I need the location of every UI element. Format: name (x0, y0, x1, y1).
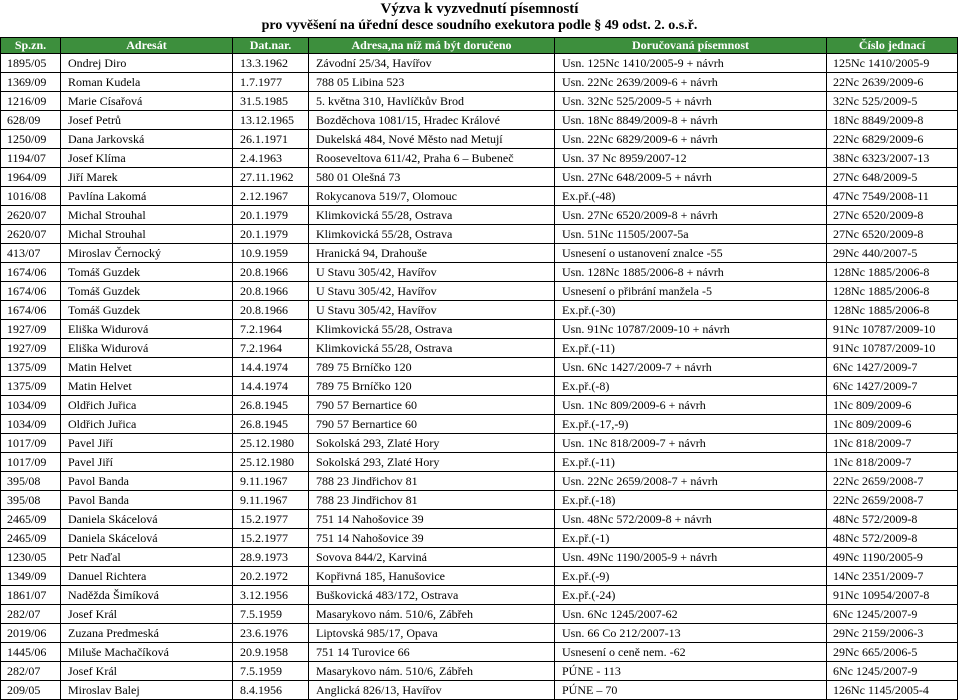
reference-number-cell: 91Nc 10787/2009-10 (827, 320, 958, 339)
reference-number-cell: 128Nc 1885/2006-8 (827, 263, 958, 282)
addressee-cell: Pavlína Lakomá (61, 187, 233, 206)
address-cell: 788 23 Jindřichov 81 (309, 472, 555, 491)
address-cell: Klimkovická 55/28, Ostrava (309, 206, 555, 225)
document-cell: Ex.př.(-24) (555, 586, 827, 605)
reference-number-cell: 128Nc 1885/2006-8 (827, 301, 958, 320)
table-row (1, 187, 958, 206)
document-cell: Usn. 51Nc 11505/2007-5a (555, 225, 827, 244)
case-number-cell: 2620/07 (1, 206, 61, 225)
addressee-cell: Josef Klíma (61, 149, 233, 168)
addressee-cell: Danuel Richtera (61, 567, 233, 586)
reference-number-cell: 22Nc 2659/2008-7 (827, 491, 958, 510)
addressee-cell: Eliška Widurová (61, 320, 233, 339)
table-row (1, 149, 958, 168)
document-cell: Ex.př.(-30) (555, 301, 827, 320)
address-cell: Masarykovo nám. 510/6, Zábřeh (309, 662, 555, 681)
document-cell: Usnesení o přibrání manžela -5 (555, 282, 827, 301)
reference-number-cell: 126Nc 1145/2005-4 (827, 681, 958, 700)
case-number-cell: 1230/05 (1, 548, 61, 567)
address-cell: 788 05 Libina 523 (309, 73, 555, 92)
column-header: Adresa,na níž má být doručeno (309, 38, 555, 54)
address-cell: 790 57 Bernartice 60 (309, 415, 555, 434)
document-cell: Usn. 48Nc 572/2009-8 + návrh (555, 510, 827, 529)
reference-number-cell: 1Nc 818/2009-7 (827, 434, 958, 453)
case-number-cell: 1250/09 (1, 130, 61, 149)
addressee-cell: Miluše Machačíková (61, 643, 233, 662)
document-cell: Usn. 22Nc 2659/2008-7 + návrh (555, 472, 827, 491)
address-cell: Dukelská 484, Nové Město nad Metují (309, 130, 555, 149)
document-cell: Usn. 32Nc 525/2009-5 + návrh (555, 92, 827, 111)
reference-number-cell: 6Nc 1245/2007-9 (827, 605, 958, 624)
birth-date-cell: 25.12.1980 (233, 453, 309, 472)
address-cell: Klimkovická 55/28, Ostrava (309, 320, 555, 339)
birth-date-cell: 14.4.1974 (233, 377, 309, 396)
reference-number-cell: 38Nc 6323/2007-13 (827, 149, 958, 168)
table-row (1, 415, 958, 434)
birth-date-cell: 14.4.1974 (233, 358, 309, 377)
addressee-cell: Tomáš Guzdek (61, 301, 233, 320)
case-number-cell: 282/07 (1, 662, 61, 681)
addressee-cell: Eliška Widurová (61, 339, 233, 358)
addressee-cell: Ondrej Diro (61, 54, 233, 73)
table-row (1, 244, 958, 263)
table-row (1, 548, 958, 567)
birth-date-cell: 3.12.1956 (233, 586, 309, 605)
document-cell: Usn. 91Nc 10787/2009-10 + návrh (555, 320, 827, 339)
address-cell: Klimkovická 55/28, Ostrava (309, 339, 555, 358)
birth-date-cell: 20.8.1966 (233, 263, 309, 282)
birth-date-cell: 13.3.1962 (233, 54, 309, 73)
column-header: Doručovaná písemnost (555, 38, 827, 54)
reference-number-cell: 48Nc 572/2009-8 (827, 529, 958, 548)
birth-date-cell: 28.9.1973 (233, 548, 309, 567)
addressee-cell: Matin Helvet (61, 358, 233, 377)
case-number-cell: 1369/09 (1, 73, 61, 92)
reference-number-cell: 14Nc 2351/2009-7 (827, 567, 958, 586)
birth-date-cell: 8.4.1956 (233, 681, 309, 700)
table-row (1, 320, 958, 339)
table-row (1, 605, 958, 624)
addressee-cell: Roman Kudela (61, 73, 233, 92)
reference-number-cell: 29Nc 665/2006-5 (827, 643, 958, 662)
document-cell: Usn. 125Nc 1410/2005-9 + návrh (555, 54, 827, 73)
reference-number-cell: 125Nc 1410/2005-9 (827, 54, 958, 73)
address-cell: Sokolská 293, Zlaté Hory (309, 453, 555, 472)
address-cell: Hranická 94, Drahouše (309, 244, 555, 263)
address-cell: Bozděchova 1081/15, Hradec Králové (309, 111, 555, 130)
addressee-cell: Jiří Marek (61, 168, 233, 187)
table-row (1, 111, 958, 130)
addressee-cell: Michal Strouhal (61, 225, 233, 244)
birth-date-cell: 1.7.1977 (233, 73, 309, 92)
table-row (1, 377, 958, 396)
document-cell: PÚNE – 70 (555, 681, 827, 700)
document-cell: Usn. 1Nc 818/2009-7 + návrh (555, 434, 827, 453)
address-cell: U Stavu 305/42, Havířov (309, 282, 555, 301)
reference-number-cell: 27Nc 6520/2009-8 (827, 206, 958, 225)
address-cell: 788 23 Jindřichov 81 (309, 491, 555, 510)
addressee-cell: Josef Král (61, 605, 233, 624)
case-number-cell: 1445/06 (1, 643, 61, 662)
birth-date-cell: 20.1.1979 (233, 206, 309, 225)
table-row (1, 282, 958, 301)
table-row (1, 263, 958, 282)
reference-number-cell: 22Nc 6829/2009-6 (827, 130, 958, 149)
reference-number-cell: 91Nc 10954/2007-8 (827, 586, 958, 605)
addressee-cell: Josef Petrů (61, 111, 233, 130)
table-row (1, 491, 958, 510)
address-cell: Anglická 826/13, Havířov (309, 681, 555, 700)
case-number-cell: 1375/09 (1, 358, 61, 377)
address-cell: Buškovická 483/172, Ostrava (309, 586, 555, 605)
reference-number-cell: 22Nc 2639/2009-6 (827, 73, 958, 92)
documents-table (0, 37, 958, 700)
addressee-cell: Oldřich Juřica (61, 415, 233, 434)
case-number-cell: 282/07 (1, 605, 61, 624)
reference-number-cell: 29Nc 2159/2006-3 (827, 624, 958, 643)
document-cell: Usn. 22Nc 2639/2009-6 + návrh (555, 73, 827, 92)
document-cell: Ex.př.(-11) (555, 339, 827, 358)
reference-number-cell: 6Nc 1245/2007-9 (827, 662, 958, 681)
case-number-cell: 1034/09 (1, 415, 61, 434)
column-header: Dat.nar. (233, 38, 309, 54)
table-row (1, 54, 958, 73)
address-cell: 580 01 Olešná 73 (309, 168, 555, 187)
table-row (1, 681, 958, 700)
case-number-cell: 1674/06 (1, 301, 61, 320)
addressee-cell: Daniela Skácelová (61, 510, 233, 529)
address-cell: U Stavu 305/42, Havířov (309, 263, 555, 282)
birth-date-cell: 20.9.1958 (233, 643, 309, 662)
document-cell: Usn. 18Nc 8849/2009-8 + návrh (555, 111, 827, 130)
reference-number-cell: 1Nc 809/2009-6 (827, 396, 958, 415)
address-cell: 789 75 Brníčko 120 (309, 377, 555, 396)
addressee-cell: Naděžda Šimíková (61, 586, 233, 605)
table-row (1, 434, 958, 453)
case-number-cell: 1017/09 (1, 434, 61, 453)
table-header-row (1, 38, 958, 54)
case-number-cell: 395/08 (1, 472, 61, 491)
case-number-cell: 1895/05 (1, 54, 61, 73)
addressee-cell: Dana Jarkovská (61, 130, 233, 149)
document-cell: Usn. 66 Co 212/2007-13 (555, 624, 827, 643)
reference-number-cell: 6Nc 1427/2009-7 (827, 377, 958, 396)
table-row (1, 206, 958, 225)
address-cell: Klimkovická 55/28, Ostrava (309, 225, 555, 244)
document-cell: Usn. 6Nc 1427/2009-7 + návrh (555, 358, 827, 377)
page-subtitle: pro vyvěšení na úřední desce soudního exekutora podle § 49 odst. 2. o.s.ř. (261, 18, 698, 33)
case-number-cell: 1674/06 (1, 263, 61, 282)
addressee-cell: Josef Král (61, 662, 233, 681)
document-cell: Ex.př.(-9) (555, 567, 827, 586)
address-cell: Sovova 844/2, Karviná (309, 548, 555, 567)
address-cell: Kopřivná 185, Hanušovice (309, 567, 555, 586)
addressee-cell: Tomáš Guzdek (61, 282, 233, 301)
address-cell: Závodní 25/34, Havířov (309, 54, 555, 73)
reference-number-cell: 48Nc 572/2009-8 (827, 510, 958, 529)
document-cell: Ex.př.(-48) (555, 187, 827, 206)
case-number-cell: 1927/09 (1, 320, 61, 339)
document-cell: Usn. 128Nc 1885/2006-8 + návrh (555, 263, 827, 282)
case-number-cell: 209/05 (1, 681, 61, 700)
birth-date-cell: 26.8.1945 (233, 415, 309, 434)
case-number-cell: 2019/06 (1, 624, 61, 643)
table-row (1, 130, 958, 149)
column-header: Adresát (61, 38, 233, 54)
birth-date-cell: 9.11.1967 (233, 491, 309, 510)
table-row (1, 225, 958, 244)
reference-number-cell: 18Nc 8849/2009-8 (827, 111, 958, 130)
case-number-cell: 2620/07 (1, 225, 61, 244)
birth-date-cell: 13.12.1965 (233, 111, 309, 130)
document-cell: Ex.př.(-1) (555, 529, 827, 548)
addressee-cell: Marie Císařová (61, 92, 233, 111)
reference-number-cell: 27Nc 6520/2009-8 (827, 225, 958, 244)
addressee-cell: Matin Helvet (61, 377, 233, 396)
birth-date-cell: 7.2.1964 (233, 320, 309, 339)
reference-number-cell: 91Nc 10787/2009-10 (827, 339, 958, 358)
addressee-cell: Pavol Banda (61, 472, 233, 491)
case-number-cell: 1964/09 (1, 168, 61, 187)
case-number-cell: 395/08 (1, 491, 61, 510)
birth-date-cell: 7.2.1964 (233, 339, 309, 358)
document-cell: Usn. 49Nc 1190/2005-9 + návrh (555, 548, 827, 567)
address-cell: Rooseveltova 611/42, Praha 6 – Bubeneč (309, 149, 555, 168)
addressee-cell: Daniela Skácelová (61, 529, 233, 548)
address-cell: 751 14 Nahošovice 39 (309, 529, 555, 548)
table-row (1, 396, 958, 415)
birth-date-cell: 31.5.1985 (233, 92, 309, 111)
reference-number-cell: 49Nc 1190/2005-9 (827, 548, 958, 567)
reference-number-cell: 128Nc 1885/2006-8 (827, 282, 958, 301)
birth-date-cell: 27.11.1962 (233, 168, 309, 187)
document-cell: Usnesení o ceně nem. -62 (555, 643, 827, 662)
birth-date-cell: 10.9.1959 (233, 244, 309, 263)
table-row (1, 301, 958, 320)
reference-number-cell: 6Nc 1427/2009-7 (827, 358, 958, 377)
reference-number-cell: 27Nc 648/2009-5 (827, 168, 958, 187)
address-cell: Masarykovo nám. 510/6, Zábřeh (309, 605, 555, 624)
birth-date-cell: 25.12.1980 (233, 434, 309, 453)
addressee-cell: Pavol Banda (61, 491, 233, 510)
reference-number-cell: 1Nc 818/2009-7 (827, 453, 958, 472)
address-cell: 790 57 Bernartice 60 (309, 396, 555, 415)
document-cell: PÚNE - 113 (555, 662, 827, 681)
birth-date-cell: 20.8.1966 (233, 282, 309, 301)
document-cell: Usn. 37 Nc 8959/2007-12 (555, 149, 827, 168)
case-number-cell: 1375/09 (1, 377, 61, 396)
table-row (1, 453, 958, 472)
reference-number-cell: 32Nc 525/2009-5 (827, 92, 958, 111)
page-title: Výzva k vyzvednutí písemností (380, 1, 579, 17)
address-cell: U Stavu 305/42, Havířov (309, 301, 555, 320)
addressee-cell: Miroslav Balej (61, 681, 233, 700)
case-number-cell: 2465/09 (1, 529, 61, 548)
table-row (1, 358, 958, 377)
column-header: Číslo jednací (827, 38, 958, 54)
case-number-cell: 1349/09 (1, 567, 61, 586)
address-cell: Liptovská 985/17, Opava (309, 624, 555, 643)
reference-number-cell: 1Nc 809/2009-6 (827, 415, 958, 434)
reference-number-cell: 29Nc 440/2007-5 (827, 244, 958, 263)
table-row (1, 92, 958, 111)
addressee-cell: Tomáš Guzdek (61, 263, 233, 282)
birth-date-cell: 9.11.1967 (233, 472, 309, 491)
case-number-cell: 1861/07 (1, 586, 61, 605)
birth-date-cell: 7.5.1959 (233, 662, 309, 681)
document-cell: Ex.př.(-18) (555, 491, 827, 510)
case-number-cell: 1216/09 (1, 92, 61, 111)
document-cell: Usn. 27Nc 648/2009-5 + návrh (555, 168, 827, 187)
case-number-cell: 413/07 (1, 244, 61, 263)
birth-date-cell: 20.2.1972 (233, 567, 309, 586)
table-row (1, 168, 958, 187)
birth-date-cell: 26.8.1945 (233, 396, 309, 415)
birth-date-cell: 20.8.1966 (233, 301, 309, 320)
reference-number-cell: 47Nc 7549/2008-11 (827, 187, 958, 206)
addressee-cell: Zuzana Predmeská (61, 624, 233, 643)
case-number-cell: 2465/09 (1, 510, 61, 529)
birth-date-cell: 15.2.1977 (233, 510, 309, 529)
birth-date-cell: 20.1.1979 (233, 225, 309, 244)
table-row (1, 529, 958, 548)
column-header: Sp.zn. (1, 38, 61, 54)
address-cell: Rokycanova 519/7, Olomouc (309, 187, 555, 206)
case-number-cell: 1017/09 (1, 453, 61, 472)
document-cell: Usn. 27Nc 6520/2009-8 + návrh (555, 206, 827, 225)
address-cell: 789 75 Brníčko 120 (309, 358, 555, 377)
table-row (1, 662, 958, 681)
table-row (1, 567, 958, 586)
address-cell: 5. května 310, Havlíčkův Brod (309, 92, 555, 111)
document-cell: Usn. 22Nc 6829/2009-6 + návrh (555, 130, 827, 149)
addressee-cell: Michal Strouhal (61, 206, 233, 225)
addressee-cell: Pavel Jiří (61, 453, 233, 472)
table-row (1, 472, 958, 491)
case-number-cell: 1927/09 (1, 339, 61, 358)
document-cell: Ex.př.(-17,-9) (555, 415, 827, 434)
address-cell: Sokolská 293, Zlaté Hory (309, 434, 555, 453)
table-row (1, 339, 958, 358)
table-row (1, 643, 958, 662)
case-number-cell: 1674/06 (1, 282, 61, 301)
document-cell: Ex.př.(-8) (555, 377, 827, 396)
birth-date-cell: 2.12.1967 (233, 187, 309, 206)
addressee-cell: Oldřich Juřica (61, 396, 233, 415)
reference-number-cell: 22Nc 2659/2008-7 (827, 472, 958, 491)
case-number-cell: 1194/07 (1, 149, 61, 168)
addressee-cell: Miroslav Černocký (61, 244, 233, 263)
document-cell: Ex.př.(-11) (555, 453, 827, 472)
addressee-cell: Pavel Jiří (61, 434, 233, 453)
table-row (1, 73, 958, 92)
birth-date-cell: 7.5.1959 (233, 605, 309, 624)
case-number-cell: 1016/08 (1, 187, 61, 206)
birth-date-cell: 15.2.1977 (233, 529, 309, 548)
addressee-cell: Petr Naďal (61, 548, 233, 567)
document-cell: Usn. 1Nc 809/2009-6 + návrh (555, 396, 827, 415)
table-body (1, 54, 958, 700)
document-cell: Usn. 6Nc 1245/2007-62 (555, 605, 827, 624)
birth-date-cell: 23.6.1976 (233, 624, 309, 643)
table-row (1, 510, 958, 529)
birth-date-cell: 26.1.1971 (233, 130, 309, 149)
case-number-cell: 1034/09 (1, 396, 61, 415)
table-row (1, 586, 958, 605)
case-number-cell: 628/09 (1, 111, 61, 130)
address-cell: 751 14 Nahošovice 39 (309, 510, 555, 529)
address-cell: 751 14 Turovice 66 (309, 643, 555, 662)
birth-date-cell: 2.4.1963 (233, 149, 309, 168)
document-cell: Usnesení o ustanovení znalce -55 (555, 244, 827, 263)
